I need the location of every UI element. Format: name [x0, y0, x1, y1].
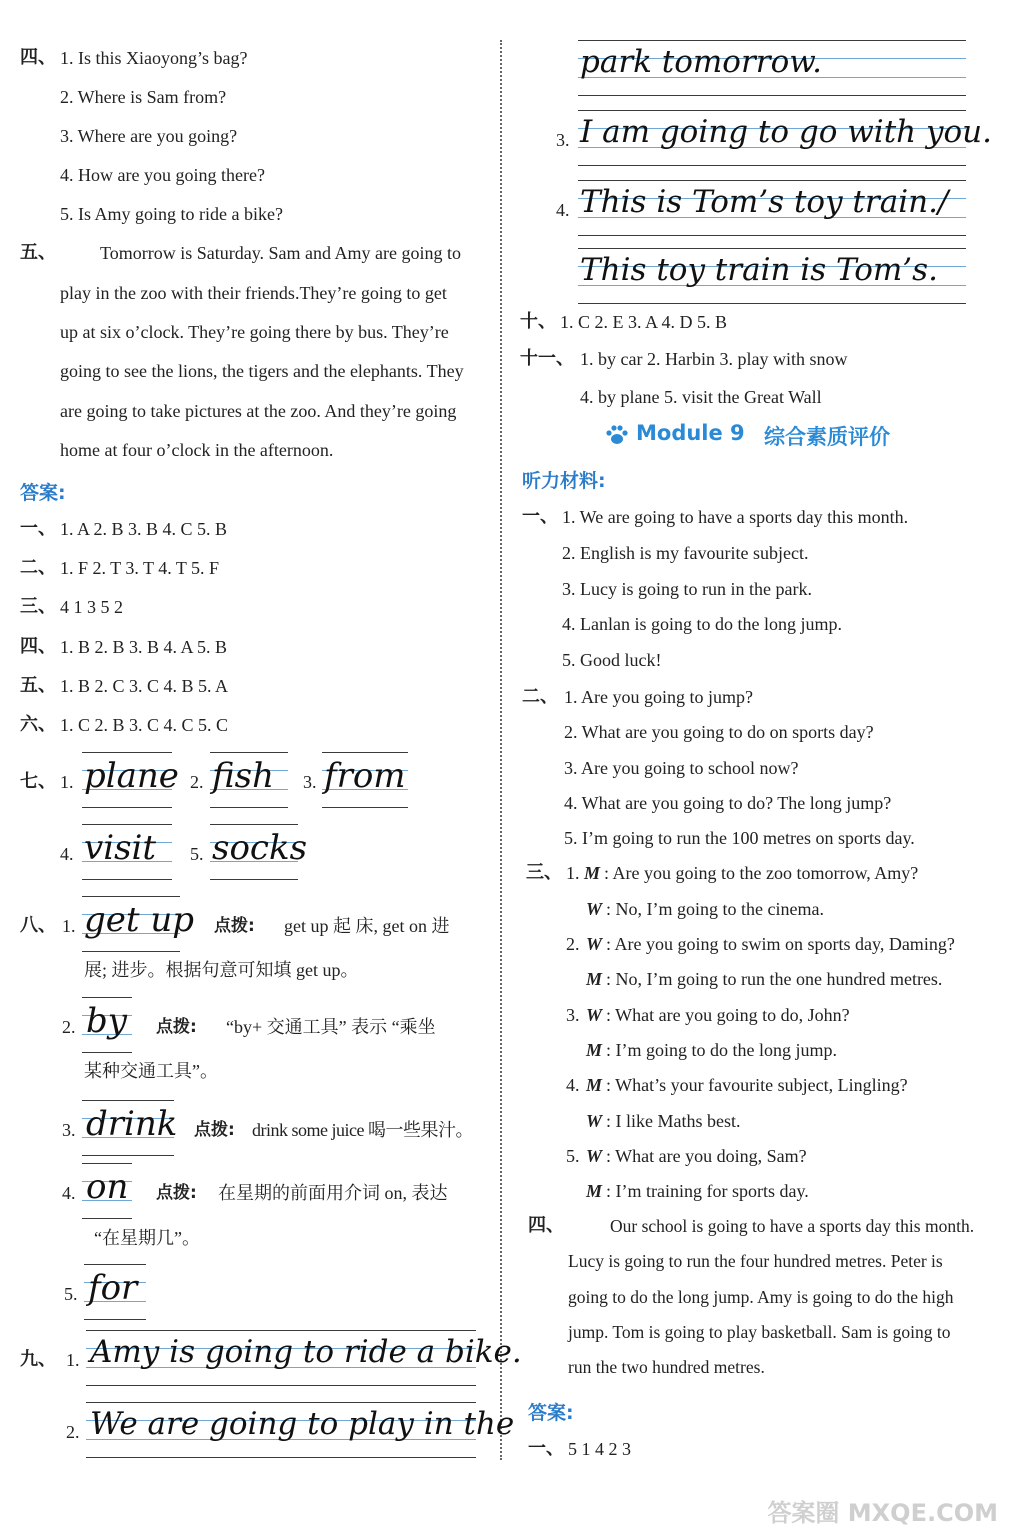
s7-item-3-num: 3. [303, 772, 317, 792]
s9-sentence-1: Amy is going to ride a bike. [90, 1334, 522, 1370]
right-answer-1-text: 5 1 4 2 3 [568, 1439, 631, 1459]
s8-tip-1-cont: 展; 进步。根据句意可知填 get up。 [84, 960, 359, 980]
l3-line: : What’s your favourite subject, Lingling? [606, 1075, 908, 1095]
l1-line-3: 3. Lucy is going to run in the park. [562, 579, 812, 599]
l3-speaker: M [586, 1075, 603, 1095]
answer-6-number: 六、 [20, 714, 56, 735]
l3-line: : What are you doing, Sam? [606, 1146, 807, 1166]
module-title: Module 9 [636, 421, 745, 445]
l3-speaker: M [586, 1181, 603, 1201]
s8-item-4-num: 4. [62, 1183, 76, 1203]
s8-tip-label-4: 点拨: [156, 1183, 197, 1203]
s9-sentence-2: We are going to play in the [90, 1406, 515, 1442]
listening-2-number: 二、 [522, 686, 558, 707]
s7-word-4: visit [84, 828, 157, 868]
right-answer-1-number: 一、 [528, 1438, 564, 1459]
l2-line-5: 5. I’m going to run the 100 metres on sports day. [564, 828, 915, 848]
s8-item-3-num: 3. [62, 1120, 76, 1140]
section-5-number: 五、 [20, 242, 56, 263]
s4-line-4: 4. How are you going there? [60, 165, 265, 185]
s9-item-4-num: 4. [556, 200, 570, 220]
s5-line-1: Tomorrow is Saturday. Sam and Amy are going to [100, 243, 462, 263]
answers-title-left: 答案: [20, 482, 66, 504]
section-9-number: 九、 [20, 1349, 56, 1370]
l2-line-3: 3. Are you going to school now? [564, 758, 799, 778]
l2-line-2: 2. What are you going to do on sports day? [564, 722, 874, 742]
section-4-number: 四、 [20, 47, 56, 68]
l4-line-1: Our school is going to have a sports day this month. [610, 1216, 975, 1236]
l1-line-5: 5. Good luck! [562, 650, 662, 670]
listening-4-number: 四、 [528, 1215, 564, 1236]
s9-sentence-3: I am going to go with you. [580, 114, 992, 150]
s4-line-2: 2. Where is Sam from? [60, 87, 227, 107]
section-11-number: 十一、 [520, 348, 574, 369]
l1-line-2: 2. English is my favourite subject. [562, 543, 809, 563]
answer-2-number: 二、 [20, 557, 56, 578]
answer-3-text: 4 1 3 5 2 [60, 597, 123, 617]
s8-word-1: get up [84, 900, 195, 940]
s8-tip-label-3: 点拨: [194, 1120, 235, 1140]
l3-item-1-num: 1. [566, 863, 580, 883]
s8-word-2: by [86, 1001, 127, 1041]
s7-word-1: plane [84, 756, 179, 796]
l3-speaker: M [586, 969, 603, 989]
l1-line-1: 1. We are going to have a sports day this month. [562, 507, 909, 527]
s5-line-5: are going to take pictures at the zoo. And they’re going [60, 401, 457, 421]
s5-line-3: up at six o’clock. They’re going there by bus. They’re [60, 322, 449, 342]
s4-line-1: 1. Is this Xiaoyong’s bag? [60, 48, 248, 68]
answer-1-text: 1. A 2. B 3. B 4. C 5. B [60, 519, 228, 539]
s5-line-4: going to see the lions, the tigers and the elephants. They [60, 361, 464, 381]
s8-word-4: on [86, 1167, 129, 1207]
s9-sentence-4-alt: This toy train is Tom’s. [580, 252, 938, 288]
l3-item-5-num: 5. [566, 1146, 580, 1166]
l3-line: : I like Maths best. [606, 1111, 741, 1131]
s7-item-2-num: 2. [190, 772, 204, 792]
s7-item-5-num: 5. [190, 844, 204, 864]
paw-icon [605, 424, 629, 446]
listening-1-number: 一、 [522, 506, 558, 527]
answer-5-text: 1. B 2. C 3. C 4. B 5. A [60, 676, 229, 696]
answer-3-number: 三、 [20, 596, 56, 617]
watermark: 答案圈 MXQE.COM [767, 1499, 998, 1527]
s8-tip-3: drink some juice 喝一些果汁。 [252, 1120, 473, 1140]
l3-speaker: W [586, 1146, 603, 1166]
s11-line-2: 4. by plane 5. visit the Great Wall [580, 387, 822, 407]
s7-word-2: fish [212, 756, 275, 796]
s9-item-3-num: 3. [556, 130, 570, 150]
s7-word-3: from [324, 756, 406, 796]
l3-line: : Are you going to the zoo tomorrow, Amy? [604, 863, 919, 883]
s7-word-5: socks [212, 828, 308, 868]
l3-line: : Are you going to swim on sports day, Daming? [606, 934, 955, 954]
answer-5-number: 五、 [20, 675, 56, 696]
section-7-number: 七、 [20, 771, 56, 792]
listening-title: 听力材料: [522, 470, 606, 492]
answer-4-number: 四、 [20, 636, 56, 657]
s7-item-1-num: 1. [60, 772, 74, 792]
s7-item-4-num: 4. [60, 844, 74, 864]
l3-line: : No, I’m going to run the one hundred metres. [606, 969, 943, 989]
listening-3-number: 三、 [526, 862, 562, 883]
section-8-number: 八、 [20, 915, 56, 936]
l3-line: : What are you going to do, John? [606, 1005, 850, 1025]
l3-line: : No, I’m going to the cinema. [606, 899, 824, 919]
l3-speaker: M [586, 1040, 603, 1060]
l4-line-5: run the two hundred metres. [568, 1357, 765, 1377]
section-10-number: 十、 [520, 311, 556, 332]
l3-item-4-num: 4. [566, 1075, 580, 1095]
s8-tip-4-cont: “在星期几”。 [94, 1228, 200, 1248]
answer-2-text: 1. F 2. T 3. T 4. T 5. F [60, 558, 220, 578]
s9-sentence-2-cont: park tomorrow. [580, 44, 822, 80]
l2-line-1: 1. Are you going to jump? [564, 687, 753, 707]
s8-item-2-num: 2. [62, 1017, 76, 1037]
l3-line: : I’m going to do the long jump. [606, 1040, 837, 1060]
l2-line-4: 4. What are you going to do? The long jump? [564, 793, 892, 813]
l3-speaker: W [586, 934, 603, 954]
s8-tip-4: 在星期的前面用介词 on, 表达 [218, 1183, 448, 1203]
l4-line-2: Lucy is going to run the four hundred metres. Peter is [568, 1251, 943, 1271]
s8-word-3: drink [86, 1104, 178, 1144]
s8-item-5-num: 5. [64, 1284, 78, 1304]
s5-line-6: home at four o’clock in the afternoon. [60, 440, 334, 460]
l4-line-3: going to do the long jump. Amy is going to do the high [568, 1287, 954, 1307]
s8-tip-label-1: 点拨: [214, 916, 255, 936]
s8-tip-label-2: 点拨: [156, 1017, 197, 1037]
l3-speaker: W [586, 899, 603, 919]
s8-word-5: for [88, 1268, 138, 1308]
l3-item-3-num: 3. [566, 1005, 580, 1025]
s10-answers: 1. C 2. E 3. A 4. D 5. B [560, 312, 728, 332]
module-subtitle: 综合素质评价 [764, 425, 890, 449]
answer-4-text: 1. B 2. B 3. B 4. A 5. B [60, 637, 228, 657]
answer-1-number: 一、 [20, 518, 56, 539]
s11-line-1: 1. by car 2. Harbin 3. play with snow [580, 349, 848, 369]
answer-6-text: 1. C 2. B 3. C 4. C 5. C [60, 715, 229, 735]
column-divider [500, 40, 502, 1460]
s4-line-5: 5. Is Amy going to ride a bike? [60, 204, 283, 224]
answers-title-right: 答案: [528, 1402, 574, 1424]
l1-line-4: 4. Lanlan is going to do the long jump. [562, 614, 842, 634]
s8-tip-1: get up 起 床, get on 进 [284, 916, 450, 936]
l3-speaker: W [586, 1111, 603, 1131]
l3-speaker: M [584, 863, 601, 883]
s9-item-2-num: 2. [66, 1422, 80, 1442]
l3-speaker: W [586, 1005, 603, 1025]
s4-line-3: 3. Where are you going? [60, 126, 238, 146]
s9-item-1-num: 1. [66, 1350, 80, 1370]
l3-line: : I’m training for sports day. [606, 1181, 809, 1201]
s8-tip-2: “by+ 交通工具” 表示 “乘坐 [226, 1017, 436, 1037]
s8-item-1-num: 1. [62, 916, 76, 936]
s8-tip-2-cont: 某种交通工具”。 [84, 1061, 218, 1081]
l4-line-4: jump. Tom is going to play basketball. Sam is going to [568, 1322, 951, 1342]
s5-line-2: play in the zoo with their friends.They’re going to get [60, 283, 447, 303]
l3-item-2-num: 2. [566, 934, 580, 954]
s9-sentence-4: This is Tom’s toy train./ [580, 184, 949, 220]
